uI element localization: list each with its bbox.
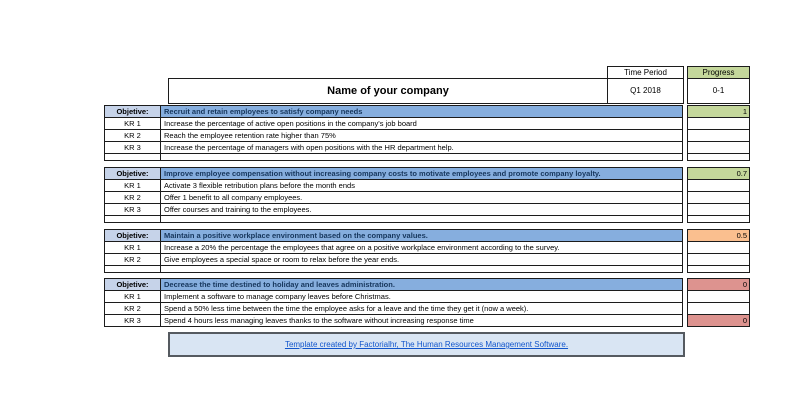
kr-label-cell: KR 1 [104,179,161,192]
kr-label-cell: KR 1 [104,117,161,130]
empty-row [104,153,750,161]
kr-text-cell: Increase the percentage of active open positions in the company's job board [160,117,683,130]
objective-progress-cell: 0 [687,278,750,291]
objective-text-cell: Decrease the time destined to holiday and leaves administration. [160,278,683,291]
kr-text-cell: Activate 3 flexible retribution plans before the month ends [160,179,683,192]
factorialhr-link[interactable]: Template created by Factorialhr, The Human Resources Management Software. [284,340,569,349]
objective-text-cell: Recruit and retain employees to satisfy company needs [160,105,683,118]
kr-label-cell: KR 1 [104,241,161,254]
kr-label-cell: KR 2 [104,302,161,315]
empty-cell [687,215,750,223]
empty-cell [160,215,683,223]
objective-label-cell: Objetive: [104,105,161,118]
kr-label-cell: KR 3 [104,314,161,327]
empty-cell [160,265,683,273]
empty-cell [104,265,161,273]
kr-text-cell: Offer courses and training to the employees. [160,203,683,216]
kr-text-cell: Offer 1 benefit to all company employees. [160,191,683,204]
kr-row [104,314,750,327]
empty-cell [687,265,750,273]
kr-text-cell: Spend 4 hours less managing leaves thanks to the software without increasing response time [160,314,683,327]
progress-scale: 0-1 [712,86,725,95]
company-name: Name of your company [327,84,449,97]
objective-text-cell: Maintain a positive workplace environment based on the company values. [160,229,683,242]
kr-label-cell: KR 3 [104,203,161,216]
time-period-value-cell [607,78,684,104]
kr-text-cell: Increase the percentage of managers with open positions with the HR department help. [160,141,683,154]
kr-label-cell: KR 1 [104,290,161,303]
company-name-cell [168,78,608,104]
empty-cell [104,153,161,161]
objective-text-cell: Improve employee compensation without increasing company costs to motivate employees and promote company loyalty. [160,167,683,180]
time-period-label: Time Period [624,67,667,77]
objective-block-1 [104,105,750,161]
kr-label-cell: KR 2 [104,129,161,142]
kr-progress-cell: 0 [687,314,750,327]
objective-block-2 [104,167,750,223]
objective-block-3 [104,229,750,273]
empty-row [104,215,750,223]
objective-block-4 [104,278,750,327]
kr-text-cell: Implement a software to manage company leaves before Christmas. [160,290,683,303]
time-period-value: Q1 2018 [630,86,661,95]
empty-cell [104,215,161,223]
kr-label-cell: KR 2 [104,191,161,204]
kr-label-cell: KR 3 [104,141,161,154]
objective-label-cell: Objetive: [104,167,161,180]
objective-progress-cell: 0.7 [687,167,750,180]
empty-cell [160,153,683,161]
kr-text-cell: Spend a 50% less time between the time the employee asks for a leave and the time they get it (now a week). [160,302,683,315]
objective-progress-cell: 0.5 [687,229,750,242]
objective-progress-cell: 1 [687,105,750,118]
progress-label: Progress [702,67,735,77]
kr-text-cell: Reach the employee retention rate higher than 75% [160,129,683,142]
kr-text-cell: Increase a 20% the percentage the employees that agree on a positive workplace environment according to the survey. [160,241,683,254]
objective-label-cell: Objetive: [104,229,161,242]
objective-label-cell: Objetive: [104,278,161,291]
progress-scale-cell [687,78,750,104]
kr-text-cell: Give employees a special space or room to relax before the year ends. [160,253,683,266]
footer-banner [168,332,685,357]
empty-row [104,265,750,273]
kr-label-cell: KR 2 [104,253,161,266]
empty-cell [687,153,750,161]
